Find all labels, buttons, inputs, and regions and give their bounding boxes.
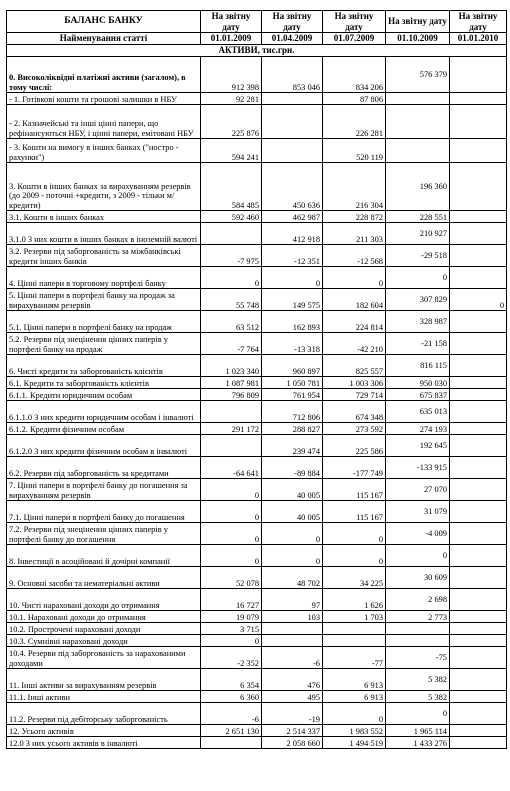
column-header-date: 01.10.2009 [386,33,450,45]
value-cell [323,623,386,635]
row-label: 10. Чисті нараховані доходи до отримання [7,589,201,611]
row-label: 6.1.2.0 З них кредити фізичним особам в інвалюті [7,435,201,457]
value-cell [450,435,507,457]
table-row [7,93,507,105]
value-cell [450,267,507,289]
column-header-label: На звітну дату [386,11,450,33]
table-row [7,635,507,647]
row-label: 7. Цінні папери в портфелі банку до погашення за вирахуванням резервів [7,479,201,501]
value-cell: 0 [323,703,386,725]
value-cell: 450 636 [262,163,323,211]
value-cell: 495 [262,691,323,703]
value-cell: 162 893 [262,311,323,333]
value-cell: 0 [386,267,450,289]
value-cell: 950 030 [386,377,450,389]
table-row [7,211,507,223]
row-label: 6.1. Кредити та заборгованість клієнтів [7,377,201,389]
value-cell: 97 [262,589,323,611]
value-cell [386,139,450,163]
value-cell: 912 398 [201,57,262,93]
value-cell: -13 318 [262,333,323,355]
row-label: 7.1. Цінні папери в портфелі банку до погашення [7,501,201,523]
table-row [7,223,507,245]
value-cell: -4 009 [386,523,450,545]
value-cell: 635 013 [386,401,450,423]
value-cell: -64 641 [201,457,262,479]
column-header-date: 01.07.2009 [323,33,386,45]
value-cell: 239 474 [262,435,323,457]
value-cell [450,163,507,211]
value-cell [450,377,507,389]
value-cell: 19 079 [201,611,262,623]
value-cell: 328 987 [386,311,450,333]
value-cell: 1 703 [323,611,386,623]
row-label: 6.2. Резерви під заборгованість за кредитами [7,457,201,479]
row-label: 3.1.0 З них кошти в інших банках в іноземній валюті [7,223,201,245]
value-cell: 3 715 [201,623,262,635]
value-cell: 192 645 [386,435,450,457]
table-row [7,163,507,211]
value-cell: 6 913 [323,669,386,691]
value-cell: 1 433 276 [386,737,450,749]
value-cell [450,635,507,647]
row-label: 10.3. Сумнівні нараховані доходи [7,635,201,647]
value-cell: 40 005 [262,501,323,523]
value-cell: 0 [201,479,262,501]
value-cell: 584 485 [201,163,262,211]
value-cell: 1 087 981 [201,377,262,389]
value-cell: 2 514 337 [262,725,323,737]
value-cell: 729 714 [323,389,386,401]
table-row [7,267,507,289]
value-cell: 0 [323,523,386,545]
value-cell [386,623,450,635]
value-cell [450,389,507,401]
value-cell: 834 206 [323,57,386,93]
balance-sheet [6,10,506,749]
column-header-label: На звітну дату [201,11,262,33]
row-label: 6.1.2. Кредити фізичним особам [7,423,201,435]
value-cell [450,623,507,635]
value-cell [201,737,262,749]
value-cell: -42 210 [323,333,386,355]
value-cell: 462 987 [262,211,323,223]
value-cell [450,545,507,567]
row-label: 0. Високоліквідні платіжні активи (загалом), в тому числі: [7,57,201,93]
value-cell [450,333,507,355]
value-cell [450,57,507,93]
value-cell: 1 003 306 [323,377,386,389]
row-label: 11. Інші активи за вирахуванням резервів [7,669,201,691]
value-cell: 0 [386,545,450,567]
row-label: 9. Основні засоби та нематеріальні активи [7,567,201,589]
value-cell: 6 360 [201,691,262,703]
value-cell [450,93,507,105]
table-row [7,623,507,635]
table-row [7,567,507,589]
value-cell [450,401,507,423]
row-label: 12.0 З них усього активів в інвалюті [7,737,201,749]
value-cell: -177 749 [323,457,386,479]
value-cell [201,223,262,245]
value-cell [450,647,507,669]
value-cell: -12 351 [262,245,323,267]
value-cell: 594 241 [201,139,262,163]
value-cell: 674 348 [323,401,386,423]
value-cell: 0 [201,545,262,567]
value-cell: 1 023 340 [201,355,262,377]
row-label: 5. Цінні папери в портфелі банку на продаж за вирахуванням резервів [7,289,201,311]
value-cell: 5 382 [386,691,450,703]
value-cell [450,211,507,223]
value-cell: 712 806 [262,401,323,423]
column-header-label: На звітну дату [323,11,386,33]
table-row [7,355,507,377]
table-row [7,669,507,691]
value-cell: 592 460 [201,211,262,223]
value-cell: 0 [450,289,507,311]
value-cell: -21 158 [386,333,450,355]
value-cell: 1 494 519 [323,737,386,749]
value-cell [450,139,507,163]
table-row [7,703,507,725]
row-label: - 3. Кошти на вимогу в інших банках ("ностро - рахунки") [7,139,201,163]
value-cell: 196 360 [386,163,450,211]
value-cell: 34 225 [323,567,386,589]
value-cell: 273 592 [323,423,386,435]
value-cell: -19 [262,703,323,725]
value-cell [450,725,507,737]
value-cell: 225 586 [323,435,386,457]
value-cell: -7 975 [201,245,262,267]
value-cell [450,311,507,333]
table-row [7,647,507,669]
row-label: 12. Усього активів [7,725,201,737]
value-cell: 1 050 781 [262,377,323,389]
value-cell [262,105,323,139]
table-row [7,479,507,501]
value-cell: 0 [201,635,262,647]
value-cell: 210 927 [386,223,450,245]
value-cell [262,635,323,647]
value-cell [386,105,450,139]
row-label: 3.1. Кошти в інших банках [7,211,201,223]
column-header-date: 01.01.2010 [450,33,507,45]
row-label: 10.1. Нараховані доходи до отримання [7,611,201,623]
value-cell [450,355,507,377]
value-cell: 816 115 [386,355,450,377]
value-cell: 761 954 [262,389,323,401]
value-cell [450,423,507,435]
table-row [7,333,507,355]
row-label: 6.1.1.0 З них кредити юридичним особам і інвалюті [7,401,201,423]
table-row [7,139,507,163]
value-cell: 0 [386,703,450,725]
balance-table [6,10,507,749]
row-label: 10.2. Прострочені нараховані доходи [7,623,201,635]
value-cell: 92 281 [201,93,262,105]
column-header-date: 01.04.2009 [262,33,323,45]
row-label: 11.1. Інші активи [7,691,201,703]
value-cell: 103 [262,611,323,623]
column-header-label: На звітну дату [450,11,507,33]
value-cell [450,669,507,691]
value-cell [450,105,507,139]
row-label: 3. Кошти в інших банках за вирахуванням резервів (до 2009 - поточні +кредити, з 2009 - тільки м/кредити) [7,163,201,211]
value-cell: 48 702 [262,567,323,589]
value-cell [450,245,507,267]
value-cell [386,635,450,647]
table-title: БАЛАНС БАНКУ [7,11,201,33]
column-header-label: На звітну дату [262,11,323,33]
value-cell: -133 915 [386,457,450,479]
value-cell: -2 352 [201,647,262,669]
column-header-date: 01.01.2009 [201,33,262,45]
value-cell: 27 070 [386,479,450,501]
value-cell: -6 [262,647,323,669]
value-cell: 182 604 [323,289,386,311]
table-row [7,401,507,423]
value-cell: 225 876 [201,105,262,139]
row-label: 11.2. Резерви під дебіторську заборгованість [7,703,201,725]
value-cell: -77 [323,647,386,669]
value-cell: 63 512 [201,311,262,333]
value-cell: 412 918 [262,223,323,245]
value-cell [450,523,507,545]
value-cell: 288 827 [262,423,323,435]
value-cell: 2 773 [386,611,450,623]
value-cell: 274 193 [386,423,450,435]
value-cell [450,501,507,523]
table-row [7,311,507,333]
value-cell: -89 884 [262,457,323,479]
value-cell: 0 [262,523,323,545]
value-cell [450,479,507,501]
row-label: 4. Цінні папери в торговому портфелі банку [7,267,201,289]
value-cell: 2 651 130 [201,725,262,737]
value-cell: 149 575 [262,289,323,311]
value-cell: 520 119 [323,139,386,163]
row-label: 5.1. Цінні папери в портфелі банку на продаж [7,311,201,333]
value-cell: -75 [386,647,450,669]
value-cell [450,703,507,725]
value-cell: 1 983 552 [323,725,386,737]
value-cell: 228 872 [323,211,386,223]
table-row [7,389,507,401]
value-cell: 226 281 [323,105,386,139]
table-row [7,589,507,611]
value-cell: 115 167 [323,479,386,501]
table-row [7,725,507,737]
table-row [7,57,507,93]
table-row [7,289,507,311]
value-cell [323,635,386,647]
value-cell [201,435,262,457]
value-cell: 6 913 [323,691,386,703]
value-cell [450,737,507,749]
value-cell [450,691,507,703]
table-row [7,523,507,545]
value-cell: 16 727 [201,589,262,611]
value-cell: 87 806 [323,93,386,105]
row-label: 3.2. Резерви під заборгованість за міжбанківські кредити інших банків [7,245,201,267]
name-column-header: Найменування статті [7,33,201,45]
table-row [7,105,507,139]
value-cell: 0 [262,267,323,289]
row-label: 5.2. Резерви під знецінення цінних паперів у портфелі банку на продаж [7,333,201,355]
value-cell: 675 837 [386,389,450,401]
value-cell [262,139,323,163]
value-cell: 216 304 [323,163,386,211]
table-row [7,435,507,457]
table-row [7,457,507,479]
value-cell [262,623,323,635]
value-cell: 825 557 [323,355,386,377]
value-cell: 5 382 [386,669,450,691]
value-cell: 576 379 [386,57,450,93]
value-cell [450,457,507,479]
row-label: 6.1.1. Кредити юридичним особам [7,389,201,401]
value-cell: 1 626 [323,589,386,611]
value-cell: -12 568 [323,245,386,267]
value-cell: 0 [201,523,262,545]
value-cell: 307 829 [386,289,450,311]
value-cell: 2 698 [386,589,450,611]
value-cell: 960 897 [262,355,323,377]
value-cell: 115 167 [323,501,386,523]
section-title: АКТИВИ, тис.грн. [7,45,507,57]
table-row [7,737,507,749]
table-row [7,691,507,703]
table-row [7,423,507,435]
row-label: - 1. Готівкові кошти та грошові залишки в НБУ [7,93,201,105]
value-cell: -29 518 [386,245,450,267]
table-row [7,501,507,523]
value-cell: 0 [201,267,262,289]
value-cell [201,401,262,423]
value-cell: 2 058 660 [262,737,323,749]
value-cell: 0 [201,501,262,523]
value-cell: 796 809 [201,389,262,401]
row-label: 10.4. Резерви під заборгованість за нарахованими доходами [7,647,201,669]
value-cell: 31 079 [386,501,450,523]
value-cell: 476 [262,669,323,691]
value-cell [450,611,507,623]
value-cell: 0 [262,545,323,567]
value-cell: 55 748 [201,289,262,311]
value-cell: 224 814 [323,311,386,333]
value-cell: 228 551 [386,211,450,223]
value-cell: 291 172 [201,423,262,435]
value-cell: -7 764 [201,333,262,355]
row-label: - 2. Казначейські та інші цінні папери, що рефінансуються НБУ, і цінні папери, емітовані НБУ [7,105,201,139]
value-cell: 30 609 [386,567,450,589]
value-cell: 1 965 114 [386,725,450,737]
value-cell [450,567,507,589]
row-label: 7.2. Резерви під знецінення цінних паперів у портфелі банку до погашення [7,523,201,545]
table-row [7,377,507,389]
value-cell: 0 [323,545,386,567]
value-cell: 211 303 [323,223,386,245]
value-cell: 853 046 [262,57,323,93]
table-row [7,545,507,567]
value-cell: 52 078 [201,567,262,589]
value-cell [386,93,450,105]
value-cell: -6 [201,703,262,725]
table-row [7,611,507,623]
value-cell: 40 005 [262,479,323,501]
table-row [7,245,507,267]
value-cell [450,223,507,245]
value-cell [450,589,507,611]
row-label: 6. Чисті кредити та заборгованість клієнтів [7,355,201,377]
value-cell [262,93,323,105]
value-cell: 0 [323,267,386,289]
value-cell: 6 354 [201,669,262,691]
row-label: 8. Інвестиції в асоційовані й дочірні компанії [7,545,201,567]
